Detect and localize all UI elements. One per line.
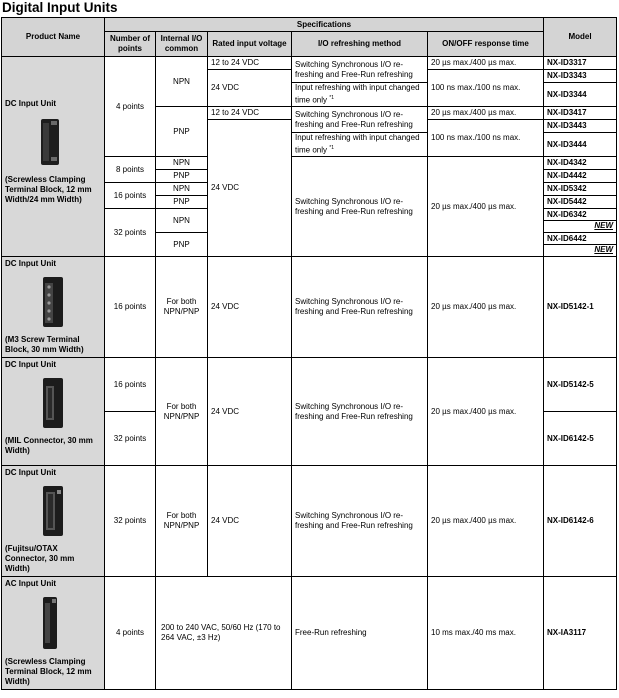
model-cell: NX-ID6342 xyxy=(544,209,617,221)
response-cell: 10 ms max./40 ms max. xyxy=(428,577,544,690)
response-cell: 20 µs max./400 µs max. xyxy=(428,466,544,577)
model-cell: NX-ID3443 xyxy=(544,120,617,133)
model-cell: NX-ID6442 xyxy=(544,233,617,245)
model-cell: NX-IA3117 xyxy=(544,577,617,690)
page-title: Digital Input Units xyxy=(2,0,118,15)
response-cell: 100 ns max./100 ns max. xyxy=(428,70,544,107)
header-number-of-points: Number of points xyxy=(105,32,156,57)
model-cell: NX-ID4342 xyxy=(544,157,617,170)
model-cell: NX-ID5142-5 xyxy=(544,358,617,412)
method-cell: Input refreshing with input changed time only $^{*1}$ xyxy=(292,133,428,157)
points-cell: 32 points xyxy=(105,466,156,577)
common-cell: NPN xyxy=(156,183,208,196)
common-cell: NPN xyxy=(156,157,208,170)
points-cell: 32 points xyxy=(105,412,156,466)
voltage-cell: 24 VDC xyxy=(208,257,292,358)
product-cell xyxy=(2,358,105,466)
method-cell: Switching Synchronous I/O re-freshing and Free-Run refreshing xyxy=(292,157,428,257)
common-cell: NPN xyxy=(156,209,208,233)
mil-connector-unit-image xyxy=(35,376,69,430)
method-cell: Switching Synchronous I/O re-freshing and Free-Run refreshing xyxy=(292,257,428,358)
common-cell: PNP xyxy=(156,233,208,257)
product-title: DC Input Unit xyxy=(5,99,57,108)
points-cell: 32 points xyxy=(105,209,156,257)
method-cell: Switching Synchronous I/O re-freshing and Free-Run refreshing xyxy=(292,466,428,577)
response-cell: 20 µs max./400 µs max. xyxy=(428,358,544,466)
product-subtitle: (MIL Connector, 30 mm Width) xyxy=(5,436,93,455)
model-cell: NX-ID6142-5 xyxy=(544,412,617,466)
screw-terminal-unit-image xyxy=(35,275,69,329)
product-subtitle: (Screwless Clamping Terminal Block, 12 mm Width/24 mm Width) xyxy=(5,175,92,204)
header-model: Model xyxy=(544,18,617,57)
product-cell xyxy=(2,466,105,577)
common-cell: PNP xyxy=(156,107,208,157)
model-note-cell xyxy=(544,245,617,257)
model-cell: NX-ID5442 xyxy=(544,196,617,209)
voltage-cell: 12 to 24 VDC xyxy=(208,57,292,70)
model-cell: NX-ID3317 xyxy=(544,57,617,70)
product-subtitle: (Fujitsu/OTAX Connector, 30 mm Width) xyxy=(5,544,75,573)
common-cell: For both NPN/PNP xyxy=(156,257,208,358)
model-cell: NX-ID3417 xyxy=(544,107,617,120)
points-cell: 8 points xyxy=(105,157,156,183)
ac-input-unit-image xyxy=(35,595,65,651)
response-cell: 20 µs max./400 µs max. xyxy=(428,57,544,70)
model-cell: NX-ID5142-1 xyxy=(544,257,617,358)
common-cell: PNP xyxy=(156,170,208,183)
points-cell: 4 points xyxy=(105,577,156,690)
method-cell: Switching Synchronous I/O re-freshing and Free-Run refreshing xyxy=(292,358,428,466)
new-badge: NEW xyxy=(594,221,613,230)
header-on-off-response-time: ON/OFF response time xyxy=(428,32,544,57)
voltage-cell: 24 VDC xyxy=(208,466,292,577)
digital-input-units-table xyxy=(1,17,617,690)
points-cell: 16 points xyxy=(105,358,156,412)
product-title: DC Input Unit xyxy=(5,468,57,477)
header-specifications: Specifications xyxy=(105,18,544,32)
method-cell: Input refreshing with input changed time only $^{*1}$ xyxy=(292,83,428,107)
voltage-cell: 24 VDC xyxy=(208,70,292,107)
header-rated-input-voltage: Rated input voltage xyxy=(208,32,292,57)
product-title: DC Input Unit xyxy=(5,360,57,369)
model-cell: NX-ID3444 xyxy=(544,133,617,157)
model-cell: NX-ID6142-6 xyxy=(544,466,617,577)
screwless-unit-image xyxy=(35,117,65,167)
points-cell: 16 points xyxy=(105,257,156,358)
response-cell: 20 µs max./400 µs max. xyxy=(428,107,544,120)
response-cell: 100 ns max./100 ns max. xyxy=(428,120,544,157)
method-cell: Switching Synchronous I/O re-freshing and Free-Run refreshing xyxy=(292,107,428,133)
fujitsu-connector-unit-image xyxy=(35,484,69,538)
model-cell: NX-ID3343 xyxy=(544,70,617,83)
common-cell: NPN xyxy=(156,57,208,107)
product-subtitle: (M3 Screw Terminal Block, 30 mm Width) xyxy=(5,335,84,354)
model-cell: NX-ID3344 xyxy=(544,83,617,107)
product-subtitle: (Screwless Clamping Terminal Block, 12 mm Width) xyxy=(5,657,92,686)
new-badge: NEW xyxy=(594,245,613,254)
header-product-name: Product Name xyxy=(2,18,105,57)
response-cell: 20 µs max./400 µs max. xyxy=(428,257,544,358)
common-cell: PNP xyxy=(156,196,208,209)
product-cell xyxy=(2,257,105,358)
header-internal-io-common: Internal I/O common xyxy=(156,32,208,57)
product-cell xyxy=(2,57,105,257)
voltage-cell: 12 to 24 VDC xyxy=(208,107,292,120)
product-cell xyxy=(2,577,105,690)
product-title: AC Input Unit xyxy=(5,579,57,588)
method-cell: Free-Run refreshing xyxy=(292,577,428,690)
model-cell: NX-ID4442 xyxy=(544,170,617,183)
common-cell: For both NPN/PNP xyxy=(156,466,208,577)
points-cell: 4 points xyxy=(105,57,156,157)
header-io-refreshing-method: I/O refreshing method xyxy=(292,32,428,57)
model-cell: NX-ID5342 xyxy=(544,183,617,196)
product-title: DC Input Unit xyxy=(5,259,57,268)
method-cell: Switching Synchronous I/O re-freshing and Free-Run refreshing xyxy=(292,57,428,83)
model-note-cell xyxy=(544,221,617,233)
points-cell: 16 points xyxy=(105,183,156,209)
voltage-cell: 200 to 240 VAC, 50/60 Hz (170 to 264 VAC, ±3 Hz) xyxy=(156,577,292,690)
common-cell: For both NPN/PNP xyxy=(156,358,208,466)
voltage-cell: 24 VDC xyxy=(208,120,292,257)
response-cell: 20 µs max./400 µs max. xyxy=(428,157,544,257)
voltage-cell: 24 VDC xyxy=(208,358,292,466)
